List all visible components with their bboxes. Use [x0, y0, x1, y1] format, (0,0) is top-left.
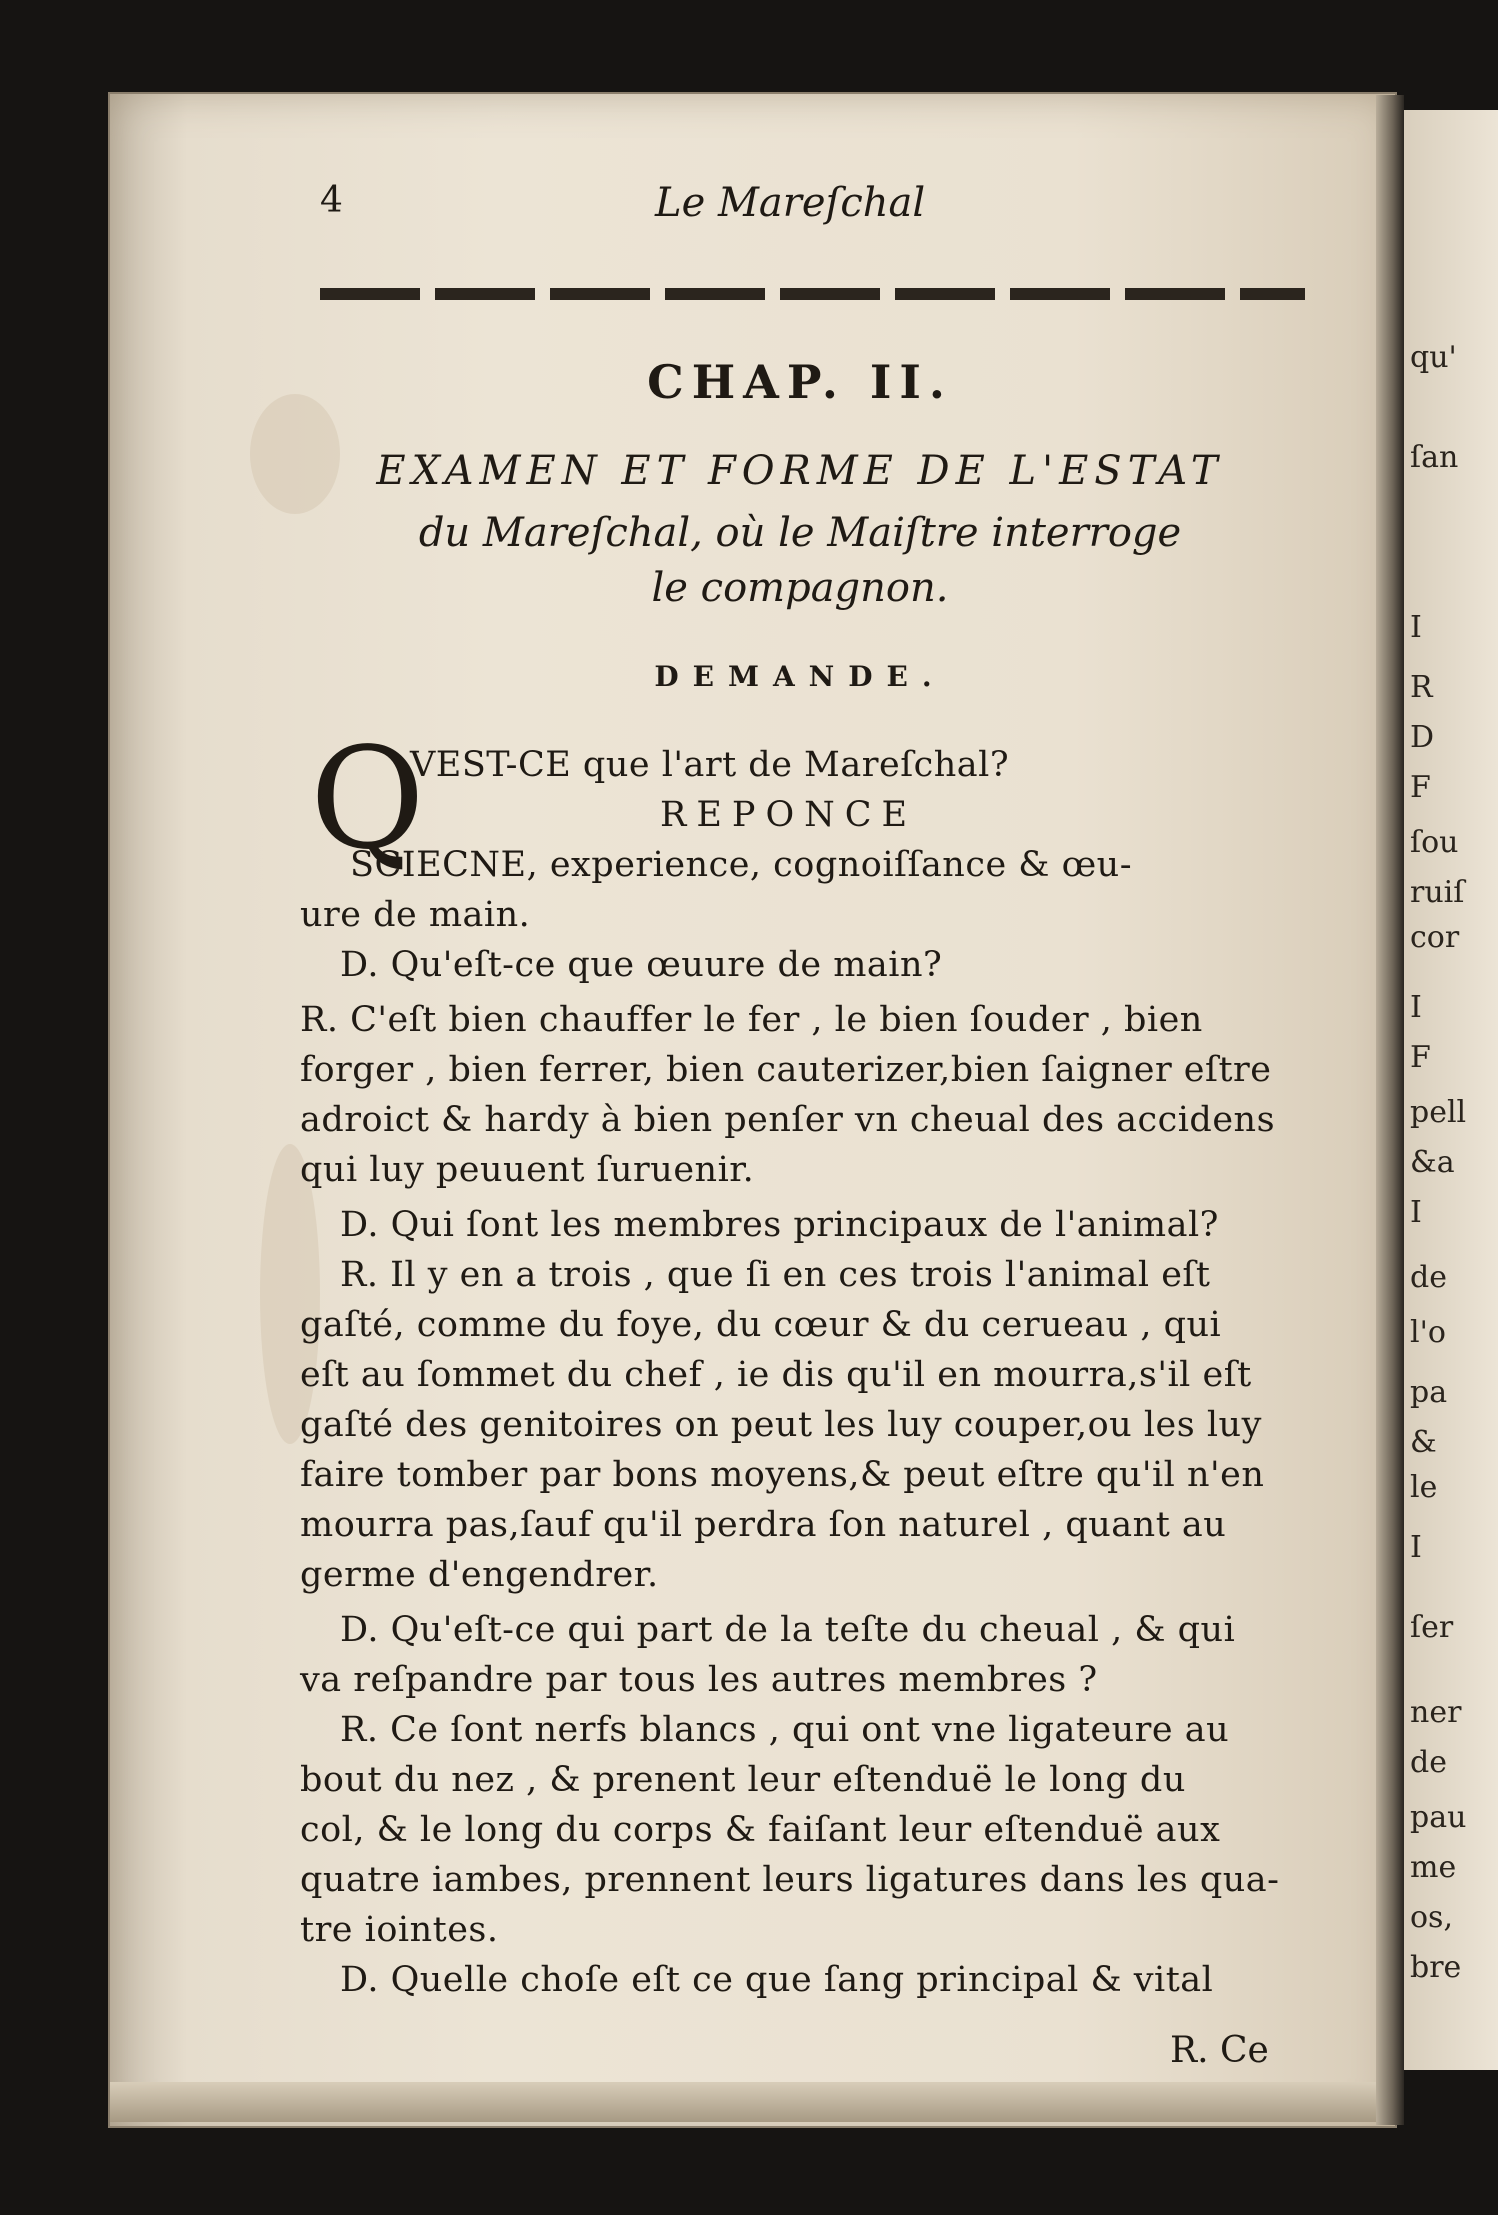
text-line: gaſté des genitoires on peut les luy couper,ou les luy	[300, 1405, 1262, 1445]
facing-page-fragment: me	[1410, 1850, 1457, 1885]
text-line: adroict & hardy à bien penſer vn cheual des accidens	[300, 1100, 1276, 1140]
facing-page-fragment: F	[1410, 770, 1431, 805]
page-header	[300, 180, 1300, 230]
text-line: gaſté, comme du foye, du cœur & du cerueau , qui	[300, 1305, 1222, 1345]
facing-page-fragment: &a	[1410, 1145, 1455, 1180]
facing-page-fragment: R	[1410, 670, 1433, 705]
facing-page-fragment: ruiſ	[1410, 875, 1465, 910]
text-line: R. C'eſt bien chauffer le fer , le bien ſouder , bien	[300, 1000, 1203, 1040]
facing-page-fragment: ſer	[1410, 1610, 1454, 1645]
facing-page-fragment: cor	[1410, 920, 1460, 955]
facing-page-fragment: de	[1410, 1745, 1447, 1780]
facing-page-fragment: pau	[1410, 1800, 1467, 1835]
running-head: Le Mareſchal	[655, 180, 926, 226]
text-line: D. Qui ſont les membres principaux de l'animal?	[340, 1205, 1219, 1245]
text-line: eſt au ſommet du chef , ie dis qu'il en mourra,s'il eſt	[300, 1355, 1252, 1395]
page-bottom-edge	[110, 2082, 1390, 2122]
text-line: faire tomber par bons moyens,& peut eſtre qu'il n'en	[300, 1455, 1265, 1495]
text-line: ure de main.	[300, 895, 531, 935]
text-line: D. Qu'eſt-ce que œuure de main?	[340, 945, 943, 985]
text-line: D. Qu'eſt-ce qui part de la teſte du cheual , & qui	[340, 1610, 1236, 1650]
facing-page-fragment: F	[1410, 1040, 1431, 1075]
text-line: D. Quelle choſe eſt ce que ſang principal & vital	[340, 1960, 1214, 2000]
text-line: VEST-CE que l'art de Mareſchal?	[410, 745, 1010, 785]
facing-page-fragment: ſou	[1410, 825, 1459, 860]
facing-page-fragment: l'o	[1410, 1315, 1446, 1350]
facing-page-fragment: de	[1410, 1260, 1447, 1295]
text-line: bout du nez , & prenent leur eſtenduë le long du	[300, 1760, 1186, 1800]
facing-page-fragment: pa	[1410, 1375, 1448, 1410]
catchword: R. Ce	[1170, 2030, 1269, 2071]
facing-page-fragment: os,	[1410, 1900, 1453, 1935]
text-line: SCIECNE, experience, cognoiſſance & œu-	[350, 845, 1133, 885]
drop-cap: Q	[310, 718, 425, 881]
facing-page-fragment: ſan	[1410, 440, 1459, 475]
facing-page-fragment: I	[1410, 1195, 1422, 1230]
section-heading: DEMANDE.	[654, 660, 946, 693]
facing-page-fragment: bre	[1410, 1950, 1462, 1985]
facing-page-fragment: &	[1410, 1425, 1437, 1460]
facing-page-fragment: pell	[1410, 1095, 1467, 1130]
chapter-title-line-1: EXAMEN ET FORME DE L'ESTAT	[376, 448, 1224, 494]
text-line: mourra pas,ſauf qu'il perdra ſon naturel , quant au	[300, 1505, 1227, 1545]
text-line: va reſpandre par tous les autres membres ?	[300, 1660, 1098, 1700]
text-line: col, & le long du corps & faiſant leur eſtenduë aux	[300, 1810, 1221, 1850]
chapter-heading: CHAP. II.	[647, 355, 953, 409]
page-number: 4	[320, 180, 343, 221]
facing-page-fragment: D	[1410, 720, 1435, 755]
facing-page-fragment: ner	[1410, 1695, 1462, 1730]
facing-page-edge	[1404, 110, 1498, 2070]
text-line: REPONCE	[660, 795, 918, 835]
text-line: quatre iambes, prennent leurs ligatures dans les qua-	[300, 1860, 1280, 1900]
chapter-title-line-3: le compagnon.	[651, 565, 949, 611]
text-line: germe d'engendrer.	[300, 1555, 659, 1595]
book-spine	[1376, 95, 1404, 2125]
chapter-title-line-2: du Mareſchal, où le Maiſtre interroge	[418, 510, 1182, 556]
facing-page-fragment: I	[1410, 1530, 1422, 1565]
text-line: R. Il y en a trois , que ſi en ces trois l'animal eſt	[340, 1255, 1211, 1295]
header-ornament-rule	[320, 288, 1305, 300]
text-line: R. Ce ſont nerfs blancs , qui ont vne ligateure au	[340, 1710, 1230, 1750]
facing-page-fragment: I	[1410, 610, 1422, 645]
facing-page-fragment: qu'	[1410, 340, 1457, 375]
facing-page-fragment: le	[1410, 1470, 1438, 1505]
text-line: tre iointes.	[300, 1910, 499, 1950]
facing-page-fragment: I	[1410, 990, 1422, 1025]
text-line: qui luy peuuent ſuruenir.	[300, 1150, 755, 1190]
text-line: forger , bien ferrer, bien cauterizer,bien ſaigner eſtre	[300, 1050, 1272, 1090]
